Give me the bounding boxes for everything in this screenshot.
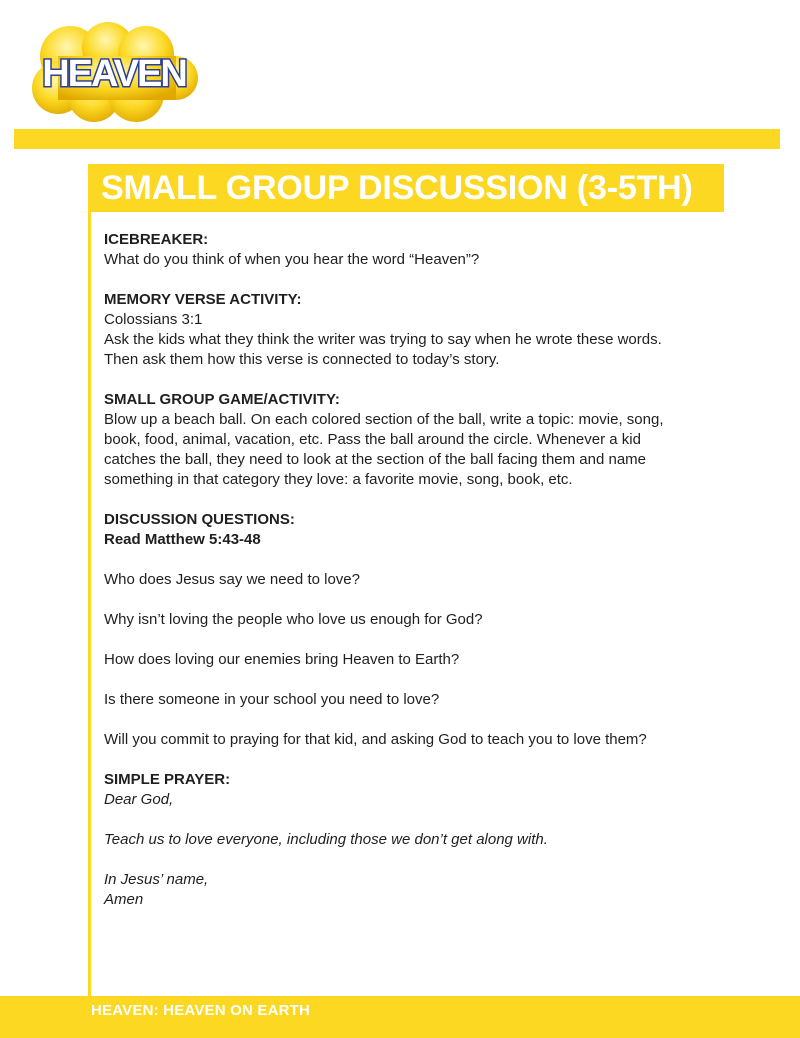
- game-line: Blow up a beach ball. On each colored section of the ball, write a topic: movie, song,: [104, 411, 664, 428]
- game-line: catches the ball, they need to look at the section of the ball facing them and name: [104, 451, 647, 468]
- memory-verse-section: [104, 290, 744, 370]
- discussion-section: [104, 510, 744, 550]
- icebreaker-section: [104, 230, 744, 270]
- discussion-question: Who does Jesus say we need to love?: [104, 571, 360, 588]
- game-line: book, food, animal, vacation, etc. Pass the ball around the circle. Whenever a kid: [104, 431, 641, 448]
- page-title: SMALL GROUP DISCUSSION (3-5TH): [88, 164, 724, 212]
- discussion-subheading: Read Matthew 5:43-48: [104, 531, 261, 548]
- game-line: something in that category they love: a favorite movie, song, book, etc.: [104, 471, 573, 488]
- prayer-body: Teach us to love everyone, including those we don’t get along with.: [104, 831, 548, 848]
- memory-verse-heading: MEMORY VERSE ACTIVITY:: [104, 291, 302, 308]
- discussion-question: How does loving our enemies bring Heaven to Earth?: [104, 651, 460, 668]
- game-heading: SMALL GROUP GAME/ACTIVITY:: [104, 391, 340, 408]
- footer-text: HEAVEN: HEAVEN ON EARTH: [91, 1002, 311, 1019]
- main-content: [104, 230, 744, 910]
- discussion-question: Will you commit to praying for that kid, and asking God to teach you to love them?: [104, 731, 647, 748]
- memory-verse-line: Ask the kids what they think the writer was trying to say when he wrote these words.: [104, 331, 662, 348]
- icebreaker-line: What do you think of when you hear the word “Heaven”?: [104, 251, 480, 268]
- heaven-logo: [28, 22, 200, 128]
- left-accent-rule: [88, 164, 91, 1004]
- prayer-amen: Amen: [104, 891, 144, 908]
- discussion-question: Is there someone in your school you need to love?: [104, 691, 440, 708]
- prayer-opening: Dear God,: [104, 791, 174, 808]
- memory-verse-line: Colossians 3:1: [104, 311, 203, 328]
- discussion-heading: DISCUSSION QUESTIONS:: [104, 511, 295, 528]
- game-section: [104, 390, 744, 490]
- icebreaker-heading: ICEBREAKER:: [104, 231, 209, 248]
- discussion-question: Why isn’t loving the people who love us enough for God?: [104, 611, 483, 628]
- prayer-closing: In Jesus’ name,: [104, 871, 209, 888]
- prayer-heading: SIMPLE PRAYER:: [104, 771, 231, 788]
- memory-verse-line: Then ask them how this verse is connected to today’s story.: [104, 351, 500, 368]
- logo-text: HEAVEN: [42, 53, 186, 95]
- prayer-section: [104, 770, 744, 910]
- top-accent-bar: [14, 129, 780, 149]
